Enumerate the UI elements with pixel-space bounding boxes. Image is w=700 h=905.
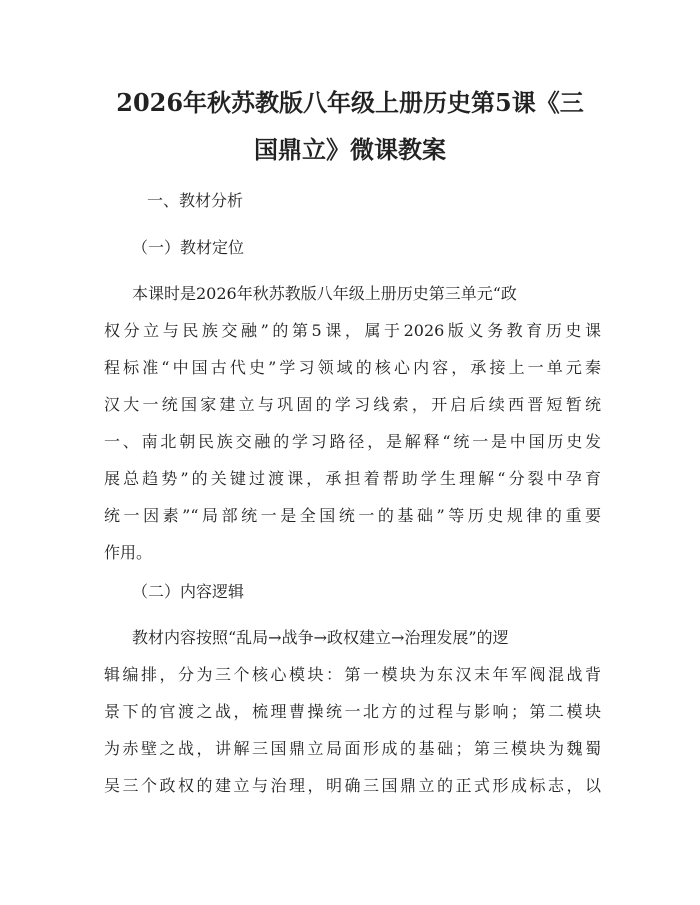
paragraph-2-line: 吴三个政权的建立与治理，明确三国鼎立的正式形成标志，以 [104, 776, 601, 795]
paragraph-1-line: 汉大一统国家建立与巩固的学习线索，开启后续西晋短暂统 [104, 395, 601, 414]
subsection-heading-content-logic: （二）内容逻辑 [132, 582, 245, 601]
section-heading-materials-analysis: 一、教材分析 [147, 191, 244, 210]
subsection-heading-positioning: （一）教材定位 [132, 238, 245, 257]
paragraph-2-line: 教材内容按照“乱局→战争→政权建立→治理发展”的逻 [132, 628, 509, 647]
paragraph-1-line: 程标准“中国古代史”学习领域的核心内容，承接上一单元秦 [104, 358, 601, 377]
paragraph-1-line: 权分立与民族交融”的第5课，属于2026版义务教育历史课 [104, 321, 601, 340]
paragraph-1-line: 一、南北朝民族交融的学习路径，是解释“统一是中国历史发 [104, 432, 601, 451]
paragraph-2-line: 辑编排，分为三个核心模块：第一模块为东汉末年军阀混战背 [104, 665, 601, 684]
document-title-line-1: 2026年秋苏教版八年级上册历史第5课《三 [116, 88, 584, 117]
paragraph-1-line: 本课时是2026年秋苏教版八年级上册历史第三单元“政 [132, 284, 517, 303]
paragraph-1-line: 作用。 [104, 543, 153, 562]
paragraph-1-line: 统一因素”“局部统一是全国统一的基础”等历史规律的重要 [104, 506, 601, 525]
paragraph-2-line: 为赤壁之战，讲解三国鼎立局面形成的基础；第三模块为魏蜀 [104, 739, 601, 758]
paragraph-2-line: 景下的官渡之战，梳理曹操统一北方的过程与影响；第二模块 [104, 702, 601, 721]
document-title-line-2: 国鼎立》微课教案 [254, 135, 446, 164]
paragraph-1-line: 展总趋势”的关键过渡课，承担着帮助学生理解“分裂中孕育 [104, 469, 601, 488]
